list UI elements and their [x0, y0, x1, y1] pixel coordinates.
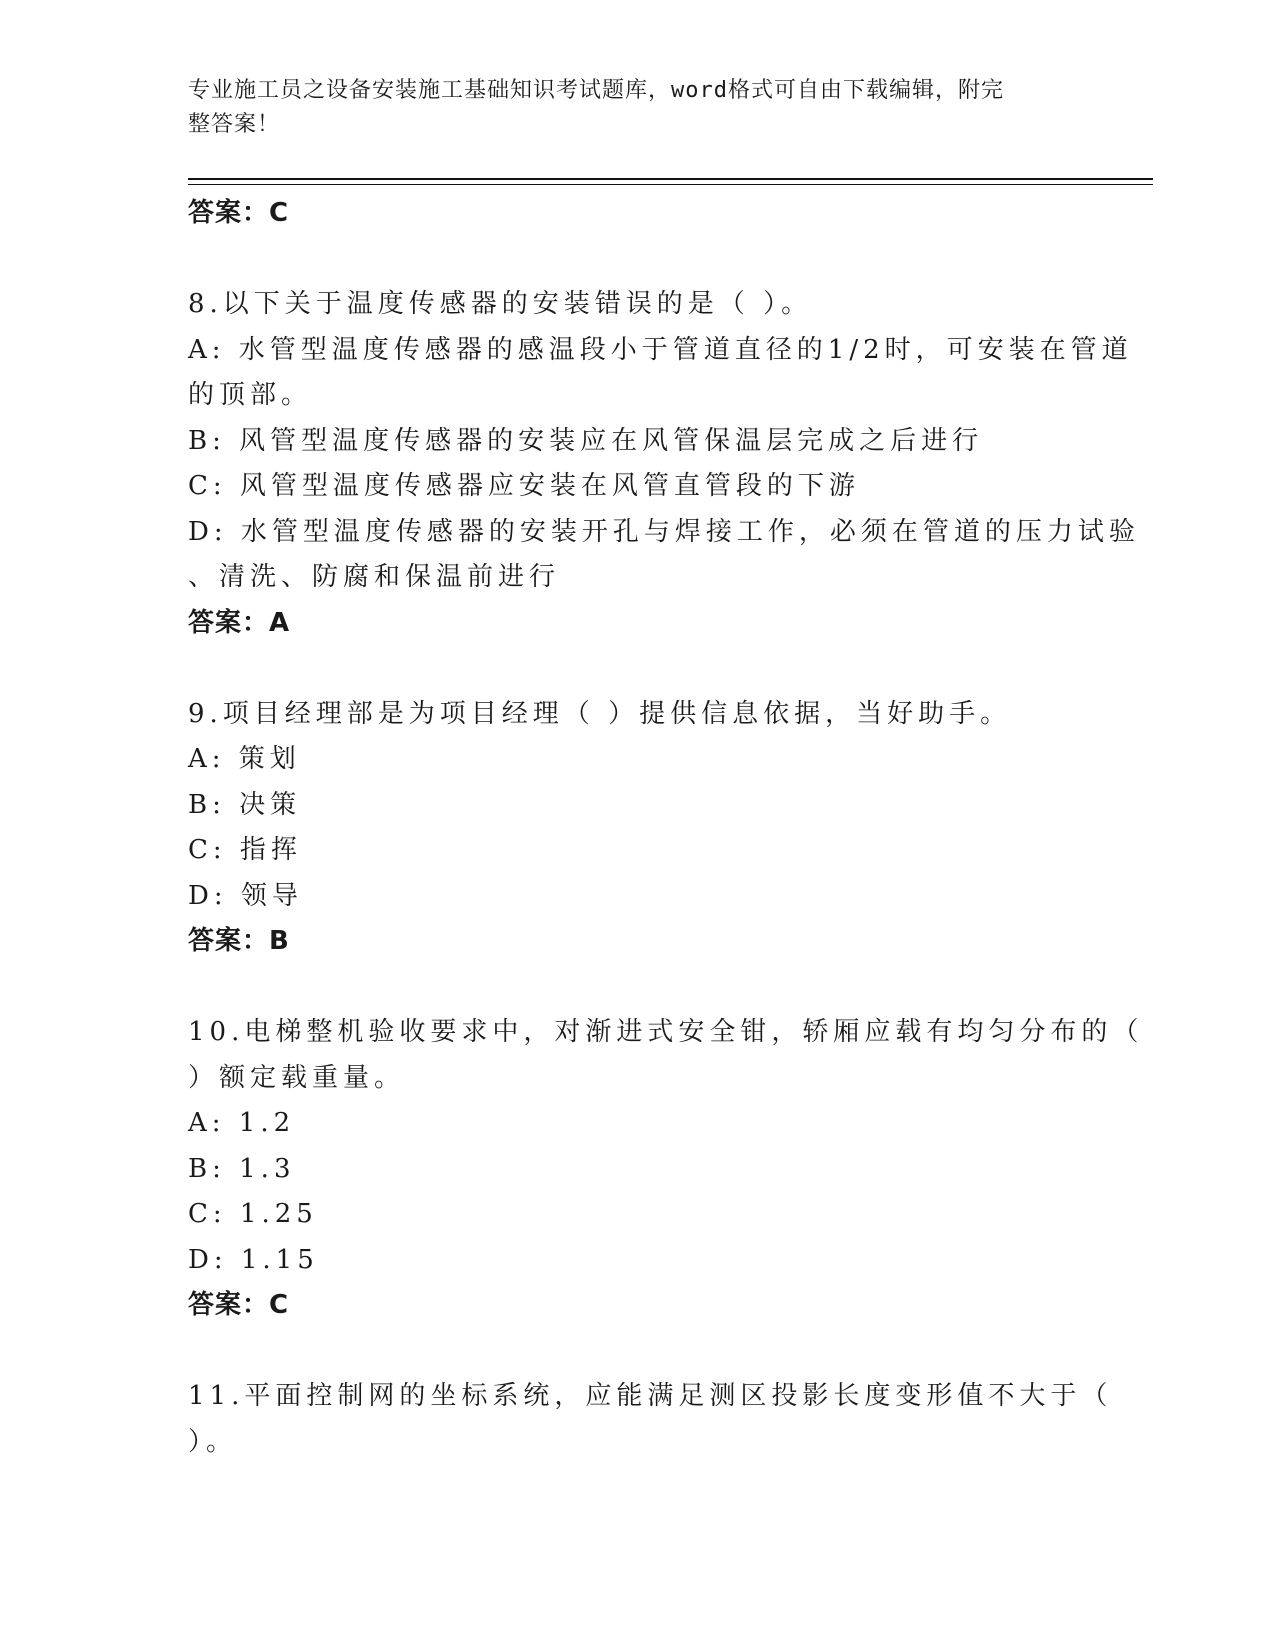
option-d: D: 领导	[188, 880, 303, 911]
option-d-cont: 、清洗、防腐和保温前进行	[188, 562, 561, 592]
option-b: B: 风管型温度传感器的安装应在风管保温层完成之后进行	[188, 425, 984, 456]
question-11	[188, 1374, 1113, 1465]
answer: 答案：C	[188, 1290, 290, 1320]
question-stem: 10.电梯整机验收要求中，对渐进式安全钳，轿厢应载有均匀分布的（	[188, 1017, 1144, 1047]
spacer	[188, 646, 1088, 692]
option-c: C: 风管型温度传感器应安装在风管直管段的下游	[188, 471, 860, 501]
question-8	[188, 282, 1140, 646]
document-header	[188, 74, 1078, 142]
option-c: C: 指挥	[188, 835, 302, 865]
option-b: B: 1.3	[188, 1153, 296, 1184]
option-b: B: 决策	[188, 789, 302, 820]
option-a: A: 1.2	[188, 1108, 296, 1138]
header-rule-thin	[188, 184, 1153, 185]
question-stem-cont: ）额定载重量。	[188, 1062, 406, 1093]
spacer	[188, 1329, 1088, 1375]
question-stem-cont: ）。	[188, 1426, 238, 1457]
header-line-2: 整答案！	[188, 112, 281, 137]
question-9	[188, 692, 1088, 965]
answer: 答案：A	[188, 607, 291, 638]
question-stem: 8.以下关于温度传感器的安装错误的是（ ）。	[188, 289, 813, 319]
question-stem: 9.项目经理部是为项目经理（ ）提供信息依据，当好助手。	[188, 698, 1012, 729]
option-d: D: 1.15	[188, 1244, 319, 1275]
spacer	[188, 965, 1088, 1011]
option-a: A: 水管型温度传感器的感温段小于管道直径的1/2时，可安装在管道	[188, 334, 1133, 365]
header-line-1: 专业施工员之设备安装施工基础知识考试题库，word格式可自由下载编辑，附完	[188, 78, 1004, 103]
question-list	[188, 191, 1144, 1465]
spacer	[188, 237, 1088, 283]
question-10	[188, 1010, 1144, 1329]
previous-answer: 答案：C	[188, 198, 290, 228]
option-d: D: 水管型温度传感器的安装开孔与焊接工作，必须在管道的压力试验	[188, 516, 1140, 547]
option-a-cont: 的顶部。	[188, 380, 313, 410]
answer: 答案：B	[188, 926, 290, 956]
header-rule-thick	[188, 178, 1153, 180]
option-c: C: 1.25	[188, 1199, 318, 1229]
option-a: A: 策划	[188, 744, 301, 774]
question-stem: 11.平面控制网的坐标系统，应能满足测区投影长度变形值不大于（	[188, 1381, 1113, 1411]
